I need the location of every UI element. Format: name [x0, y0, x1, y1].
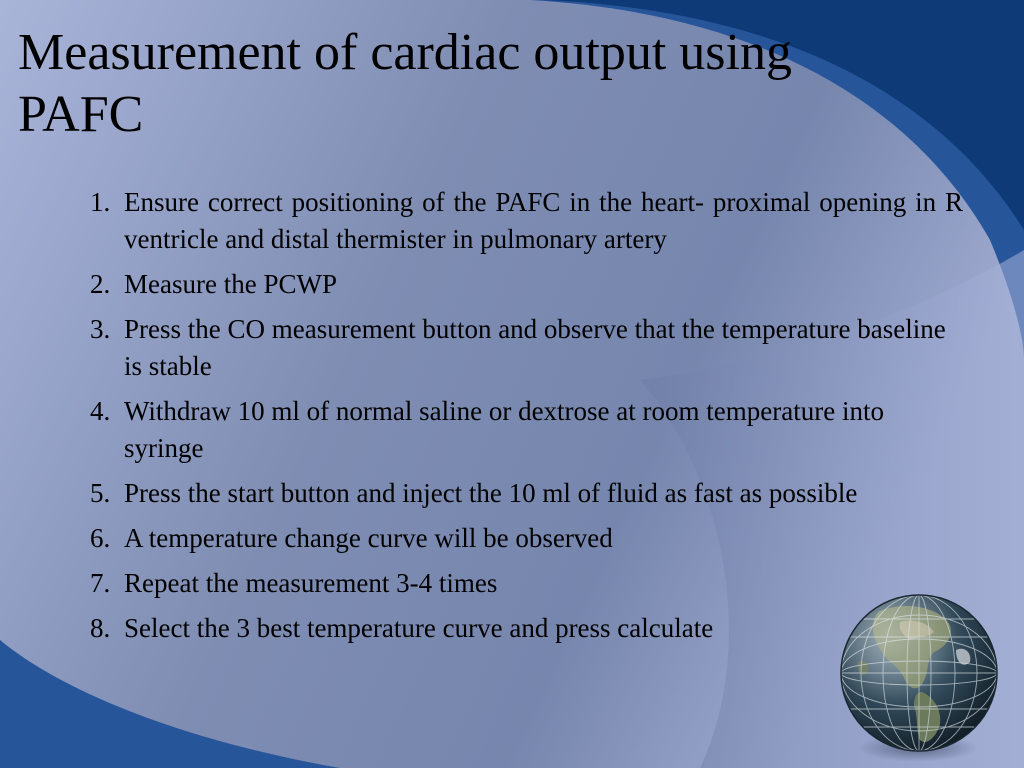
step-text: Measure the PCWP	[124, 269, 337, 299]
step-number: 8.	[90, 613, 111, 643]
step-text: Press the start button and inject the 10 ml of fluid as fast as possible	[124, 478, 858, 508]
step-text: Repeat the measurement 3-4 times	[124, 568, 498, 598]
step-text: Withdraw 10 ml of normal saline or dextrose at room temperature into syringe	[124, 396, 884, 463]
list-item	[88, 610, 963, 647]
step-number: 1.	[90, 187, 111, 217]
list-item	[88, 475, 963, 512]
step-text: Select the 3 best temperature curve and press calculate	[124, 613, 714, 643]
step-number: 5.	[90, 478, 111, 508]
step-text: Ensure correct positioning of the PAFC in the heart- proximal opening in R ventricle and distal thermister in pulmonary artery	[124, 187, 963, 254]
list-item	[88, 184, 963, 258]
list-item	[88, 311, 963, 385]
slide-title: Measurement of cardiac output using PAFC	[18, 24, 792, 143]
step-number: 7.	[90, 568, 111, 598]
list-item	[88, 565, 963, 602]
globe-icon	[838, 592, 1000, 754]
steps-list	[88, 184, 963, 655]
list-item	[88, 266, 963, 303]
list-item	[88, 393, 963, 467]
step-number: 3.	[90, 314, 111, 344]
step-text: Press the CO measurement button and observe that the temperature baseline is stable	[124, 314, 946, 381]
step-number: 4.	[90, 396, 111, 426]
list-item	[88, 520, 963, 557]
step-number: 2.	[90, 269, 111, 299]
step-text: A temperature change curve will be observed	[124, 523, 613, 553]
step-number: 6.	[90, 523, 111, 553]
